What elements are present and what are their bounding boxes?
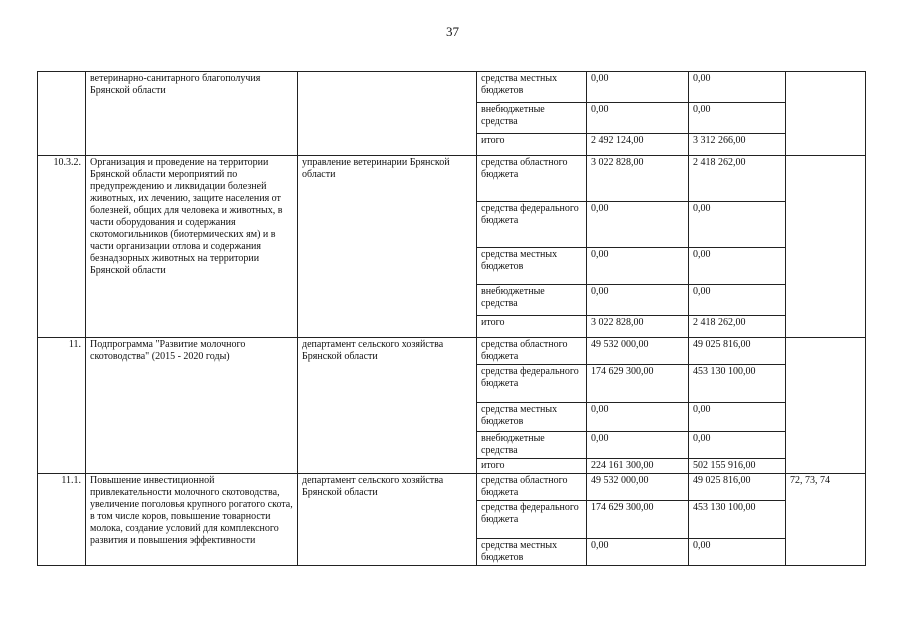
program-funding-table	[37, 71, 866, 566]
funding-source-cell: итого	[477, 459, 587, 474]
amount-cell: 49 532 000,00	[587, 338, 689, 365]
amount-cell: 2 492 124,00	[587, 134, 689, 156]
funding-source-cell: внебюджетные средства	[477, 103, 587, 134]
indicators-cell: 72, 73, 74	[786, 474, 866, 566]
executor-cell: управление ветеринарии Брянской области	[298, 156, 477, 338]
amount-cell: 0,00	[587, 248, 689, 285]
measure-name-cell: Повышение инвестиционной привлекательности молочного скотоводства, увеличение поголовья крупного рогатого скота, в том числе коров, повышение товарности молока, создание условий для комплексного развития и повышения эффективности	[86, 474, 298, 566]
funding-source-cell: итого	[477, 134, 587, 156]
funding-source-cell: внебюджетные средства	[477, 285, 587, 316]
amount-cell: 0,00	[587, 432, 689, 459]
amount-cell: 0,00	[689, 202, 786, 248]
executor-cell	[298, 72, 477, 156]
amount-cell: 0,00	[689, 285, 786, 316]
amount-cell: 0,00	[689, 539, 786, 566]
funding-source-cell: средства местных бюджетов	[477, 248, 587, 285]
row-number-cell: 11.1.	[38, 474, 86, 566]
amount-cell: 224 161 300,00	[587, 459, 689, 474]
funding-source-cell: средства федерального бюджета	[477, 501, 587, 539]
funding-source-cell: итого	[477, 316, 587, 338]
funding-source-cell: средства местных бюджетов	[477, 539, 587, 566]
amount-cell: 0,00	[689, 248, 786, 285]
measure-name-cell: ветеринарно-санитарного благополучия Брянской области	[86, 72, 298, 156]
executor-cell: департамент сельского хозяйства Брянской области	[298, 338, 477, 474]
table-row	[38, 338, 866, 365]
amount-cell: 174 629 300,00	[587, 501, 689, 539]
amount-cell: 0,00	[587, 539, 689, 566]
amount-cell: 502 155 916,00	[689, 459, 786, 474]
amount-cell: 49 025 816,00	[689, 338, 786, 365]
funding-source-cell: средства областного бюджета	[477, 156, 587, 202]
page-number: 37	[446, 24, 459, 39]
executor-cell: департамент сельского хозяйства Брянской области	[298, 474, 477, 566]
row-number-cell: 11.	[38, 338, 86, 474]
amount-cell: 0,00	[689, 432, 786, 459]
amount-cell: 0,00	[587, 202, 689, 248]
table-row	[38, 474, 866, 501]
amount-cell: 0,00	[587, 103, 689, 134]
funding-source-cell: средства федерального бюджета	[477, 202, 587, 248]
row-number-cell: 10.3.2.	[38, 156, 86, 338]
amount-cell: 453 130 100,00	[689, 365, 786, 403]
funding-source-cell: средства местных бюджетов	[477, 403, 587, 432]
table-row	[38, 72, 866, 103]
measure-name-cell: Подпрограмма "Развитие молочного скотоводства" (2015 - 2020 годы)	[86, 338, 298, 474]
indicators-cell	[786, 338, 866, 474]
funding-source-cell: внебюджетные средства	[477, 432, 587, 459]
amount-cell: 0,00	[587, 72, 689, 103]
amount-cell: 0,00	[587, 403, 689, 432]
amount-cell: 49 025 816,00	[689, 474, 786, 501]
amount-cell: 453 130 100,00	[689, 501, 786, 539]
row-number-cell	[38, 72, 86, 156]
amount-cell: 0,00	[689, 72, 786, 103]
amount-cell: 2 418 262,00	[689, 156, 786, 202]
indicators-cell	[786, 72, 866, 156]
table-row	[38, 156, 866, 202]
amount-cell: 0,00	[587, 285, 689, 316]
measure-name-cell: Организация и проведение на территории Брянской области мероприятий по предупреждению и ликвидации болезней животных, их лечению, защите населения от болезней, общих для человека и животных, в части оборудования и содержания скотомогильников (биотермических ям) и в части организации отлова и содержания безнадзорных животных на территории Брянской области	[86, 156, 298, 338]
amount-cell: 49 532 000,00	[587, 474, 689, 501]
amount-cell: 3 022 828,00	[587, 316, 689, 338]
amount-cell: 0,00	[689, 403, 786, 432]
indicators-cell	[786, 156, 866, 338]
amount-cell: 0,00	[689, 103, 786, 134]
amount-cell: 2 418 262,00	[689, 316, 786, 338]
funding-source-cell: средства областного бюджета	[477, 474, 587, 501]
funding-source-cell: средства местных бюджетов	[477, 72, 587, 103]
amount-cell: 3 022 828,00	[587, 156, 689, 202]
amount-cell: 174 629 300,00	[587, 365, 689, 403]
amount-cell: 3 312 266,00	[689, 134, 786, 156]
funding-source-cell: средства федерального бюджета	[477, 365, 587, 403]
funding-source-cell: средства областного бюджета	[477, 338, 587, 365]
